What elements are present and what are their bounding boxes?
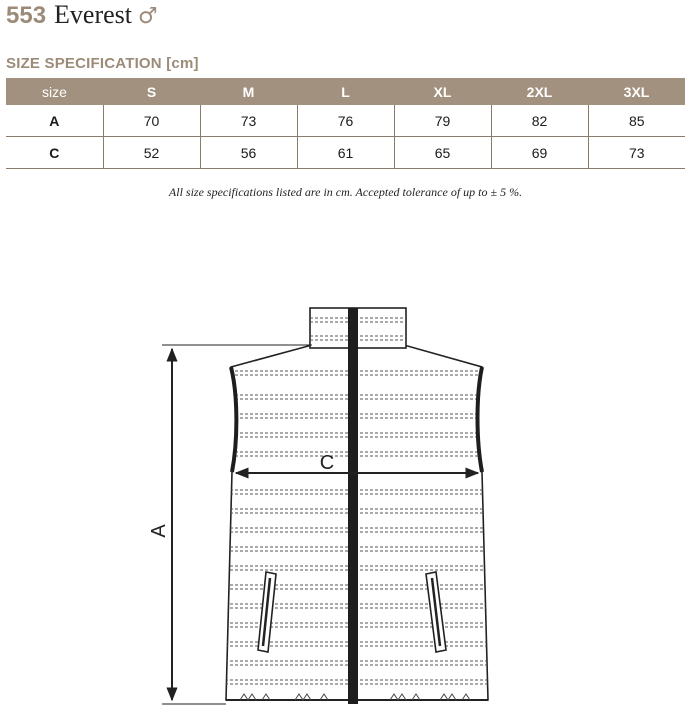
row-label: C <box>6 137 103 169</box>
tolerance-note: All size specifications listed are in cm. Accepted tolerance of up to ± 5 %. <box>168 185 523 199</box>
table-cell: 56 <box>200 137 297 169</box>
column-header: S <box>103 78 200 105</box>
table-cell: 76 <box>297 105 394 137</box>
column-header: XL <box>394 78 491 105</box>
table-cell: 70 <box>103 105 200 137</box>
product-name: Everest <box>54 0 133 29</box>
section-title: SIZE SPECIFICATION [cm] <box>6 55 199 72</box>
table-cell: 73 <box>588 137 685 169</box>
dimension-label-a: A <box>148 524 170 538</box>
dimension-label-c: C <box>319 452 335 474</box>
table-cell: 82 <box>491 105 588 137</box>
column-header: M <box>200 78 297 105</box>
product-code: 553 <box>6 2 47 29</box>
column-header: 2XL <box>491 78 588 105</box>
table-cell: 79 <box>394 105 491 137</box>
table-cell: 69 <box>491 137 588 169</box>
table-cell: 61 <box>297 137 394 169</box>
column-header: 3XL <box>588 78 685 105</box>
column-header: L <box>297 78 394 105</box>
table-cell: 65 <box>394 137 491 169</box>
male-symbol-icon: ♂ <box>138 4 158 29</box>
column-header: size <box>6 78 103 105</box>
table-cell: 73 <box>200 105 297 137</box>
zipper <box>348 308 358 704</box>
row-label: A <box>6 105 103 137</box>
table-cell: 52 <box>103 137 200 169</box>
table-cell: 85 <box>588 105 685 137</box>
